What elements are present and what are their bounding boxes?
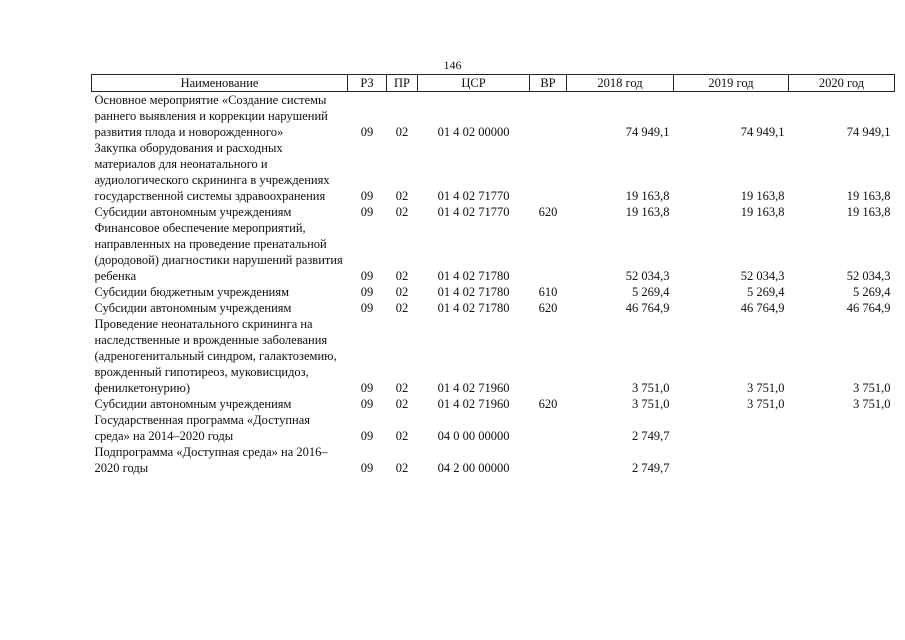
header-2018: 2018 год bbox=[567, 75, 674, 92]
cell-rz: 09 bbox=[360, 429, 374, 443]
cell-y2018: 74 949,1 bbox=[625, 125, 670, 139]
cell-vr: 620 bbox=[538, 301, 558, 315]
cell-y2018: 46 764,9 bbox=[625, 301, 670, 315]
cell-y2020: 3 751,0 bbox=[853, 397, 891, 411]
cell-y2019: 52 034,3 bbox=[740, 269, 785, 283]
header-pr: ПР bbox=[387, 75, 418, 92]
cell-vr bbox=[530, 444, 567, 476]
cell-y2020: 74 949,1 bbox=[846, 125, 891, 139]
cell-rz: 09 bbox=[360, 381, 374, 395]
cell-y2018: 19 163,8 bbox=[625, 205, 670, 219]
cell-pr: 02 bbox=[395, 189, 409, 203]
header-csr: ЦСР bbox=[418, 75, 530, 92]
header-rz: РЗ bbox=[348, 75, 387, 92]
header-2020: 2020 год bbox=[789, 75, 895, 92]
cell-vr bbox=[530, 140, 567, 204]
table-header bbox=[92, 75, 895, 92]
cell-name: Субсидии автономным учреждениям bbox=[94, 301, 292, 315]
cell-y2020: 46 764,9 bbox=[846, 301, 891, 315]
table-row bbox=[92, 412, 895, 444]
table-row bbox=[92, 220, 895, 284]
cell-pr: 02 bbox=[395, 397, 409, 411]
cell-y2020 bbox=[789, 444, 895, 476]
cell-pr: 02 bbox=[395, 125, 409, 139]
cell-pr: 02 bbox=[395, 381, 409, 395]
cell-y2020: 5 269,4 bbox=[853, 285, 891, 299]
table-row bbox=[92, 444, 895, 476]
cell-vr bbox=[530, 316, 567, 396]
cell-y2019 bbox=[674, 412, 789, 444]
cell-name: Финансовое обеспечение мероприятий, направленных на проведение пренатальной (дородовой) диагностики нарушений развития ребенка bbox=[94, 221, 343, 283]
cell-vr bbox=[530, 220, 567, 284]
table-row bbox=[92, 140, 895, 204]
cell-rz: 09 bbox=[360, 189, 374, 203]
cell-y2018: 52 034,3 bbox=[625, 269, 670, 283]
cell-y2019 bbox=[674, 444, 789, 476]
table-body bbox=[92, 92, 895, 477]
cell-pr: 02 bbox=[395, 301, 409, 315]
cell-name: Субсидии автономным учреждениям bbox=[94, 397, 292, 411]
cell-pr: 02 bbox=[395, 205, 409, 219]
cell-csr: 01 4 02 71960 bbox=[437, 397, 510, 411]
cell-vr: 610 bbox=[538, 285, 558, 299]
cell-y2019: 3 751,0 bbox=[747, 381, 785, 395]
cell-y2018: 3 751,0 bbox=[632, 397, 670, 411]
cell-vr bbox=[530, 92, 567, 141]
cell-csr: 01 4 02 71770 bbox=[437, 189, 510, 203]
cell-y2018: 2 749,7 bbox=[632, 461, 670, 475]
cell-csr: 01 4 02 71780 bbox=[437, 301, 510, 315]
table-row bbox=[92, 396, 895, 412]
cell-rz: 09 bbox=[360, 125, 374, 139]
cell-y2019: 3 751,0 bbox=[747, 397, 785, 411]
cell-rz: 09 bbox=[360, 205, 374, 219]
cell-rz: 09 bbox=[360, 461, 374, 475]
header-vr: ВР bbox=[530, 75, 567, 92]
cell-pr: 02 bbox=[395, 461, 409, 475]
cell-y2019: 5 269,4 bbox=[747, 285, 785, 299]
cell-csr: 01 4 02 71770 bbox=[437, 205, 510, 219]
cell-pr: 02 bbox=[395, 429, 409, 443]
cell-y2020 bbox=[789, 412, 895, 444]
cell-csr: 01 4 02 71780 bbox=[437, 269, 510, 283]
cell-y2020: 3 751,0 bbox=[853, 381, 891, 395]
cell-name: Субсидии бюджетным учреждениям bbox=[94, 285, 290, 299]
cell-y2018: 5 269,4 bbox=[632, 285, 670, 299]
cell-y2019: 19 163,8 bbox=[740, 205, 785, 219]
cell-rz: 09 bbox=[360, 301, 374, 315]
cell-vr: 620 bbox=[538, 205, 558, 219]
table-row bbox=[92, 316, 895, 396]
cell-y2018: 19 163,8 bbox=[625, 189, 670, 203]
table-row bbox=[92, 284, 895, 300]
cell-csr: 04 2 00 00000 bbox=[437, 461, 510, 475]
cell-y2018: 2 749,7 bbox=[632, 429, 670, 443]
cell-y2020: 52 034,3 bbox=[846, 269, 891, 283]
cell-rz: 09 bbox=[360, 397, 374, 411]
cell-csr: 01 4 02 71780 bbox=[437, 285, 510, 299]
cell-name: Закупка оборудования и расходных материалов для неонатального и аудиологического скрининга в учреждениях государственной системы здравоохранения bbox=[94, 141, 330, 203]
cell-vr bbox=[530, 412, 567, 444]
cell-name: Подпрограмма «Доступная среда» на 2016–2020 годы bbox=[94, 445, 328, 475]
cell-y2019: 46 764,9 bbox=[740, 301, 785, 315]
table-row bbox=[92, 204, 895, 220]
cell-name: Субсидии автономным учреждениям bbox=[94, 205, 292, 219]
header-2019: 2019 год bbox=[674, 75, 789, 92]
cell-y2020: 19 163,8 bbox=[846, 189, 891, 203]
cell-vr: 620 bbox=[538, 397, 558, 411]
cell-name: Основное мероприятие «Создание системы раннего выявления и коррекции нарушений развития плода и новорожденного» bbox=[94, 93, 328, 139]
page-number: 146 bbox=[443, 58, 462, 72]
cell-csr: 01 4 02 00000 bbox=[437, 125, 510, 139]
cell-rz: 09 bbox=[360, 269, 374, 283]
cell-y2019: 74 949,1 bbox=[740, 125, 785, 139]
header-name: Наименование bbox=[92, 75, 348, 92]
cell-y2019: 19 163,8 bbox=[740, 189, 785, 203]
cell-name: Государственная программа «Доступная среда» на 2014–2020 годы bbox=[94, 413, 311, 443]
cell-y2020: 19 163,8 bbox=[846, 205, 891, 219]
cell-rz: 09 bbox=[360, 285, 374, 299]
cell-name: Проведение неонатального скрининга на наследственные и врожденные заболевания (адреногенитальный синдром, галактоземию, врожденный гипотиреоз, муковисцидоз, фенилкетонурию) bbox=[94, 317, 337, 395]
cell-pr: 02 bbox=[395, 269, 409, 283]
cell-csr: 01 4 02 71960 bbox=[437, 381, 510, 395]
budget-table bbox=[91, 74, 895, 476]
cell-csr: 04 0 00 00000 bbox=[437, 429, 510, 443]
table-row bbox=[92, 300, 895, 316]
cell-pr: 02 bbox=[395, 285, 409, 299]
table-row bbox=[92, 92, 895, 141]
cell-y2018: 3 751,0 bbox=[632, 381, 670, 395]
